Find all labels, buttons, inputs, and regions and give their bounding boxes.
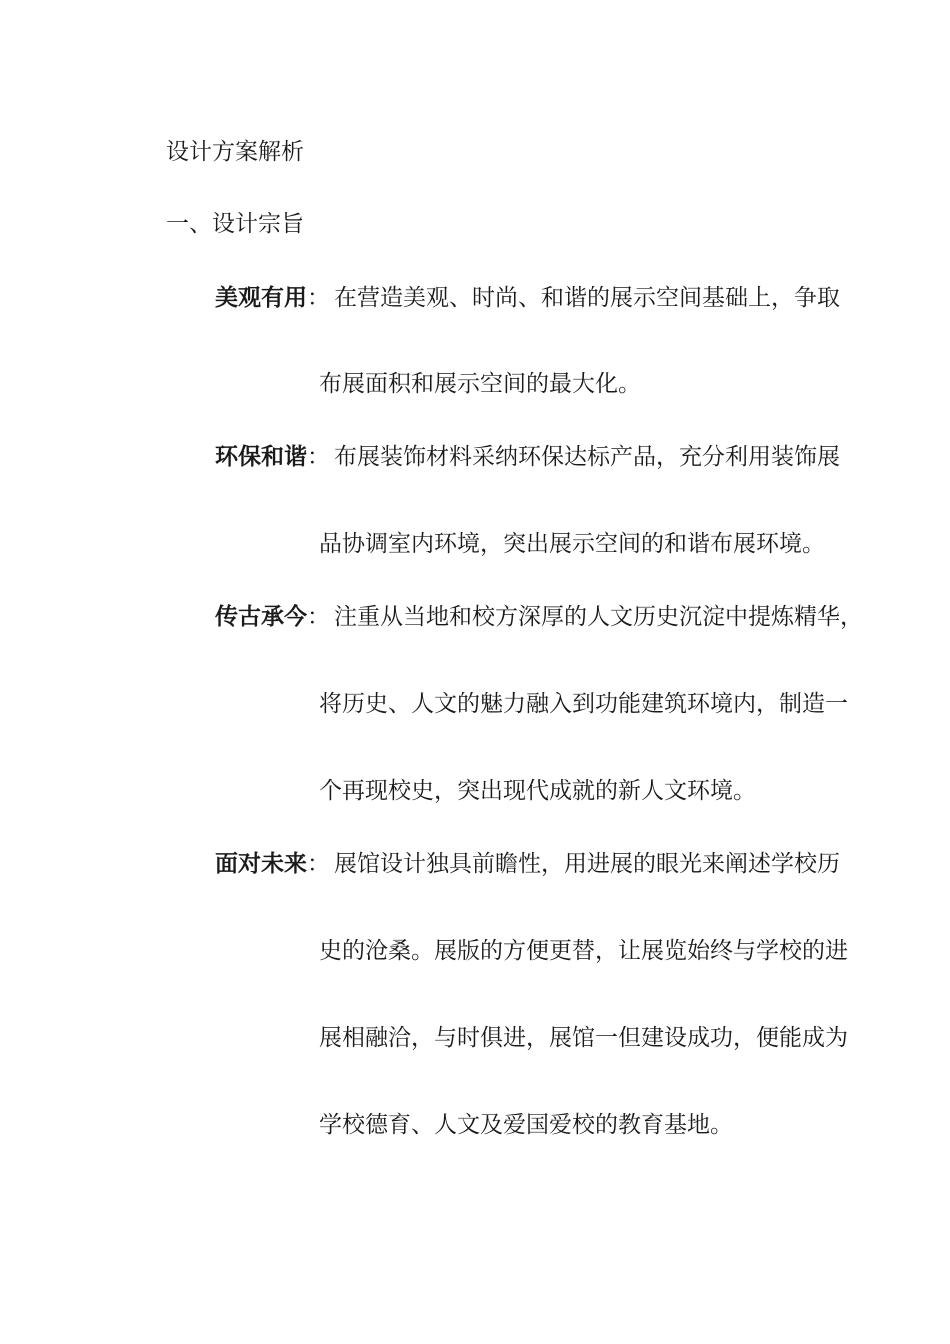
principle-text-line: 个再现校史，突出现代成就的新人文环境。 — [319, 778, 756, 804]
principle-text-line: 在营造美观、时尚、和谐的展示空间基础上，争取 — [334, 285, 840, 311]
label-separator: ： — [307, 604, 330, 630]
document-title: 设计方案解析 — [166, 139, 304, 165]
section-heading: 一、设计宗旨 — [166, 211, 304, 237]
principle-text-line: 史的沧桑。展版的方便更替，让展览始终与学校的进 — [319, 938, 848, 964]
principle-text-line: 品协调室内环境，突出展示空间的和谐布展环境。 — [319, 531, 825, 557]
principle-label: 美观有用： — [215, 285, 330, 311]
label-separator: ： — [307, 444, 330, 470]
label-separator: ： — [307, 285, 330, 311]
principle-text-line: 将历史、人文的魅力融入到功能建筑环境内，制造一 — [319, 691, 848, 717]
principle-text-line: 展相融洽，与时俱进，展馆一但建设成功，便能成为 — [319, 1025, 848, 1051]
principle-text-line: 注重从当地和校方深厚的人文历史沉淀中提炼精华， — [334, 604, 863, 630]
principle-text-line: 布展面积和展示空间的最大化。 — [319, 371, 641, 397]
label-separator: ： — [307, 851, 330, 877]
principle-text-line: 学校德育、人文及爱国爱校的教育基地。 — [319, 1112, 733, 1138]
principle-label: 环保和谐： — [215, 444, 330, 470]
principle-label: 面对未来： — [215, 851, 330, 877]
principle-text-line: 布展装饰材料采纳环保达标产品，充分利用装饰展 — [334, 444, 840, 470]
principle-text-line: 展馆设计独具前瞻性，用进展的眼光来阐述学校历 — [334, 851, 840, 877]
principle-label: 传古承今： — [215, 604, 330, 630]
